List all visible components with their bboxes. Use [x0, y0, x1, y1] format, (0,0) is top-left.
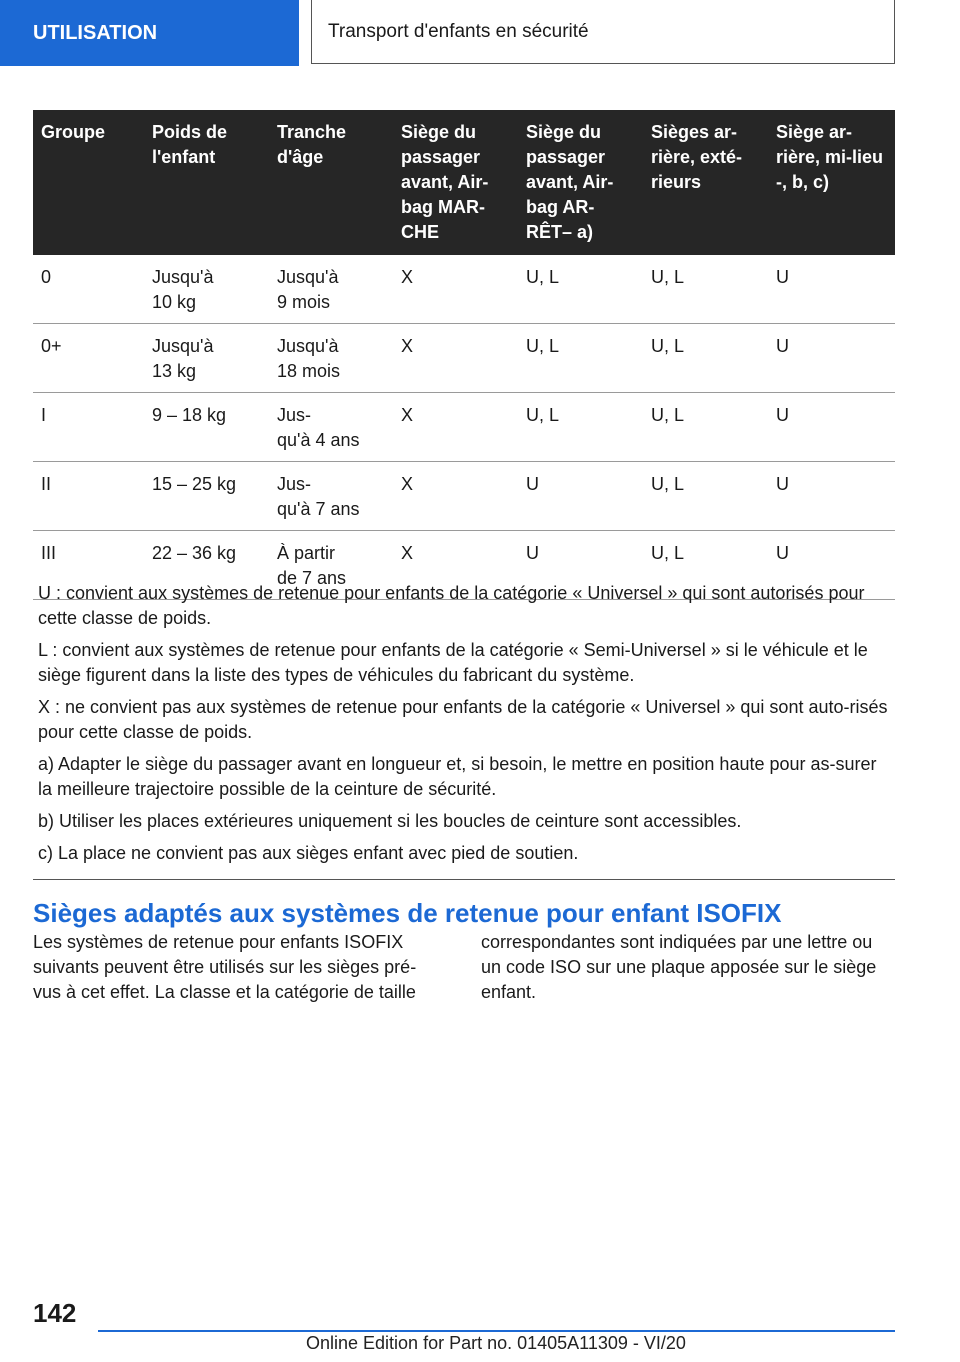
note-c: c) La place ne convient pas aux sièges enfant avec pied de soutien. [38, 843, 579, 863]
note-not-suitable: X : ne convient pas aux systèmes de retenue pour enfants de la catégorie « Universel » qui sont auto-risés pour cette classe de poids. [38, 697, 888, 742]
col-header: Tranche d'âge [269, 110, 393, 255]
table-cell: U [518, 531, 643, 600]
table-cell: X [393, 255, 518, 324]
table-cell: 22 – 36 kg [144, 531, 269, 600]
table-cell: U, L [643, 324, 768, 393]
table-cell: III [33, 531, 144, 600]
table-cell: U, L [643, 462, 768, 531]
table-cell: I [33, 393, 144, 462]
col-header: Siège ar-rière, mi-lieu -, b, c) [768, 110, 895, 255]
table-cell: Jusqu'à 10 kg [144, 255, 269, 324]
table-cell: 9 – 18 kg [144, 393, 269, 462]
note-universal: U : convient aux systèmes de retenue pour enfants de la catégorie « Universel » qui sont autorisés pour cette classe de poids. [38, 583, 865, 628]
table-row [33, 255, 895, 324]
table-cell: X [393, 462, 518, 531]
table-cell: X [393, 531, 518, 600]
table-cell: II [33, 462, 144, 531]
table-cell: U [768, 255, 895, 324]
body-text-left: Les systèmes de retenue pour enfants ISOFIX suivants peuvent être utilisés sur les sièges pré-vus à cet effet. La classe et la catégorie de taille [33, 932, 417, 1002]
table-cell: Jus- qu'à 4 ans [269, 393, 393, 462]
note-a: a) Adapter le siège du passager avant en longueur et, si besoin, le mettre en position haute pour as-surer la meilleure trajectoire possible de la ceinture de sécurité. [38, 754, 877, 799]
page-title: Transport d'enfants en sécurité [311, 0, 895, 64]
table-cell: U, L [643, 255, 768, 324]
table-row [33, 393, 895, 462]
table-cell: X [393, 393, 518, 462]
table-notes [33, 573, 895, 880]
table-cell: U, L [643, 531, 768, 600]
col-header: Groupe [33, 110, 144, 255]
table-cell: 0+ [33, 324, 144, 393]
page-number: 142 [33, 1298, 77, 1328]
col-header: Poids de l'enfant [144, 110, 269, 255]
table-cell: Jusqu'à 9 mois [269, 255, 393, 324]
table-cell: X [393, 324, 518, 393]
footer-edition[interactable]: Online Edition for Part no. 01405A11309 - VI/20 [306, 1333, 686, 1353]
note-semi-universal: L : convient aux systèmes de retenue pour enfants de la catégorie « Semi-Universel » si le véhicule et le siège figurent dans la liste des types de véhicules du fabricant du système. [38, 640, 868, 685]
col-header: Siège du passager avant, Air-bag MAR-CHE [393, 110, 518, 255]
table-cell: U [768, 324, 895, 393]
table-cell: U [768, 393, 895, 462]
table-header-row [33, 110, 895, 255]
table-cell: 15 – 25 kg [144, 462, 269, 531]
section-heading: Sièges adaptés aux systèmes de retenue pour enfant ISOFIX [33, 898, 782, 928]
note-b: b) Utiliser les places extérieures uniquement si les boucles de ceinture sont accessibles. [38, 811, 742, 831]
footer-divider [98, 1330, 895, 1332]
table-cell: 0 [33, 255, 144, 324]
table-cell: À partir de 7 ans [269, 531, 393, 600]
col-header: Sièges ar-rière, exté-rieurs [643, 110, 768, 255]
table-cell: U, L [518, 393, 643, 462]
table-row [33, 462, 895, 531]
table-cell: U, L [518, 324, 643, 393]
table-cell: U, L [518, 255, 643, 324]
table-cell: U [768, 462, 895, 531]
table-cell: U [518, 462, 643, 531]
child-seat-table [33, 110, 895, 600]
table-cell: U [768, 531, 895, 600]
table-cell: Jus- qu'à 7 ans [269, 462, 393, 531]
body-text-right: correspondantes sont indiquées par une lettre ou un code ISO sur une plaque apposée sur le siège enfant. [481, 932, 877, 1002]
section-tab[interactable]: UTILISATION [0, 0, 299, 66]
table-cell: Jusqu'à 13 kg [144, 324, 269, 393]
table-cell: Jusqu'à 18 mois [269, 324, 393, 393]
table-row [33, 324, 895, 393]
table-cell: U, L [643, 393, 768, 462]
page-header [0, 0, 960, 66]
col-header: Siège du passager avant, Air-bag AR-RÊT– a) [518, 110, 643, 255]
